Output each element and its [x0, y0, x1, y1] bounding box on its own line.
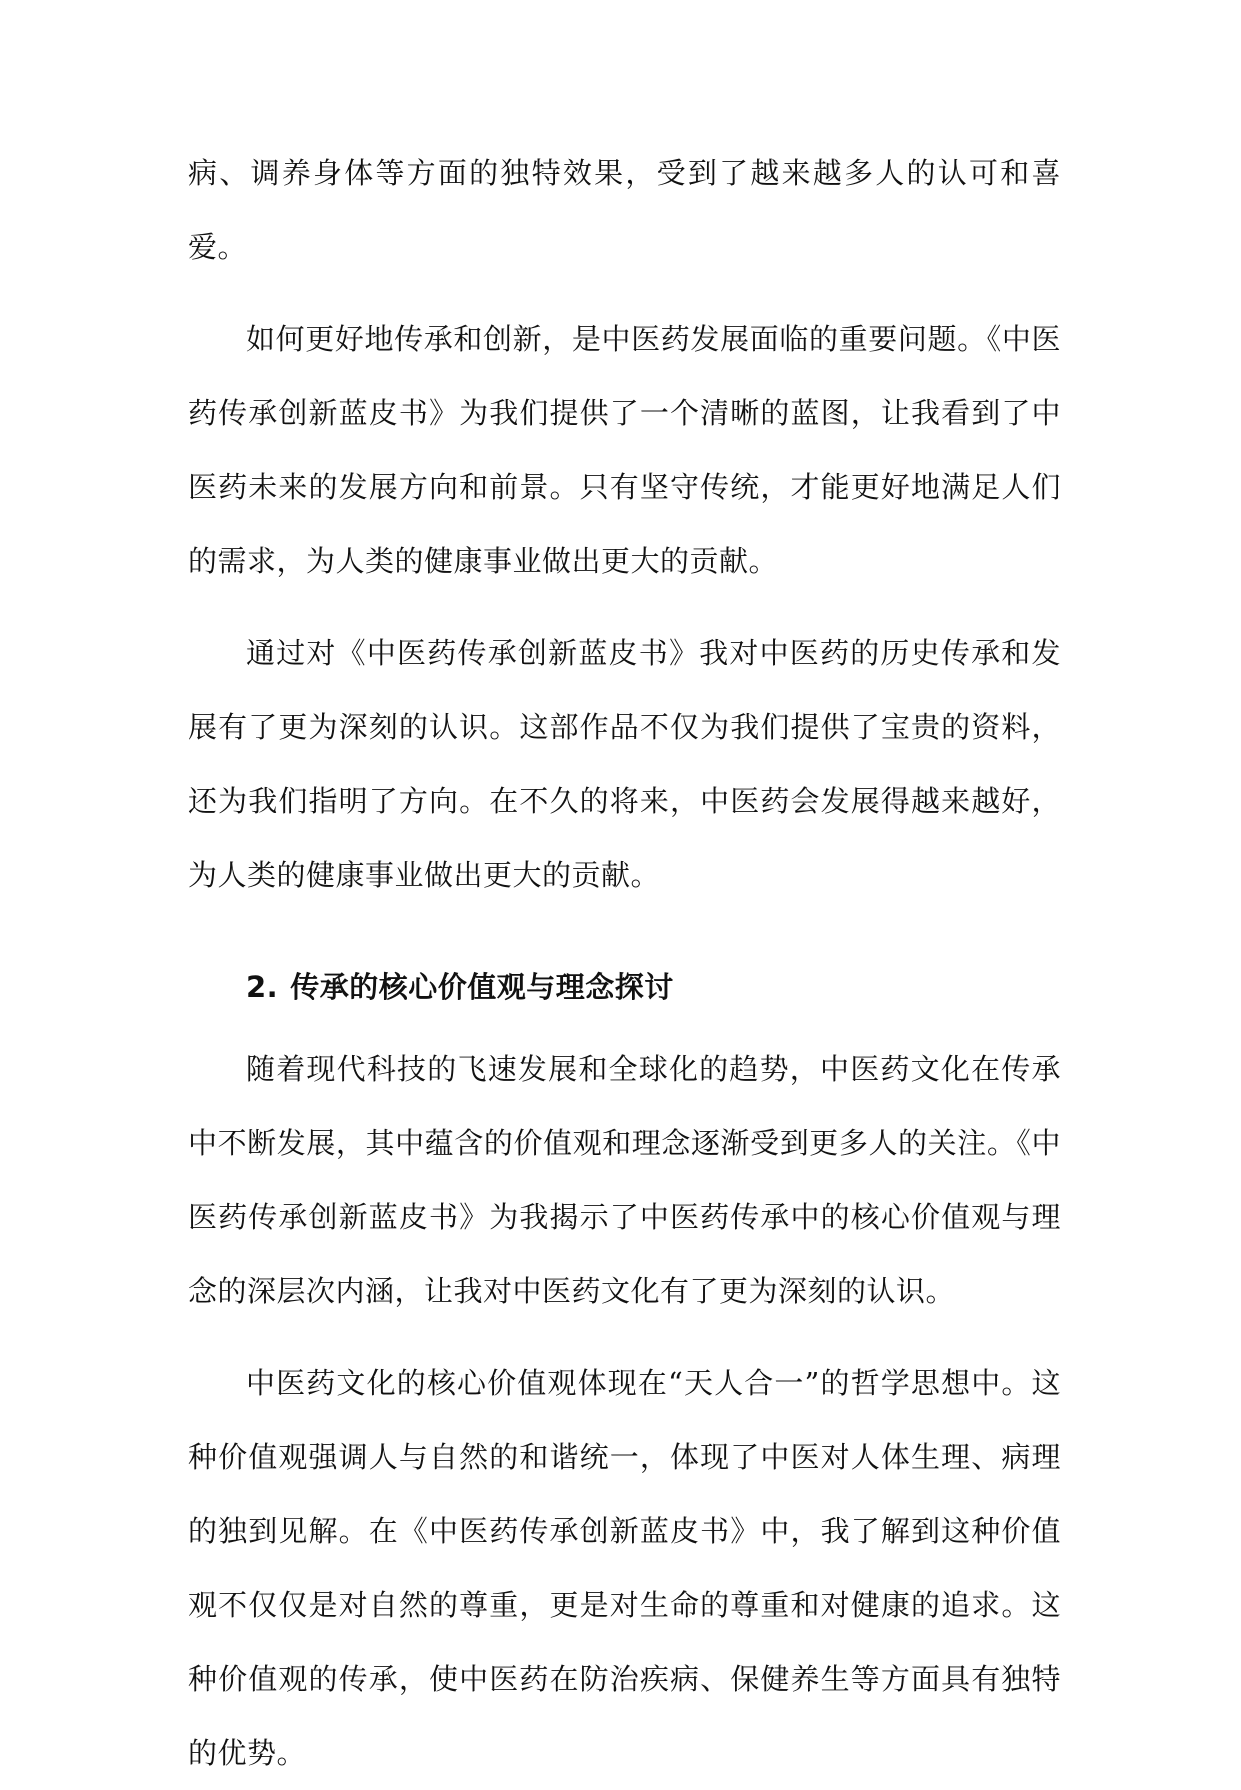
paragraph-modern-development: 随着现代科技的飞速发展和全球化的趋势，中医药文化在传承中不断发展，其中蕴含的价值观和理念逐渐受到更多人的关注。《中医药传承创新蓝皮书》为我揭示了中医药传承中的核心价值观与理念的深层次内涵，让我对中医药文化有了更为深刻的认识。 [188, 1052, 1061, 1308]
section-title: 传承的核心价值观与理念探讨 [290, 970, 674, 1004]
paragraph-continuation: 病、调养身体等方面的独特效果，受到了越来越多人的认可和喜爱。 [188, 156, 1061, 264]
paragraph-inheritance-innovation: 如何更好地传承和创新，是中医药发展面临的重要问题。《中医药传承创新蓝皮书》为我们提供了一个清晰的蓝图，让我看到了中医药未来的发展方向和前景。只有坚守传统，才能更好地满足人们的需求，为人类的健康事业做出更大的贡献。 [188, 322, 1061, 578]
paragraph-bluebook-summary: 通过对《中医药传承创新蓝皮书》我对中医药的历史传承和发展有了更为深刻的认识。这部作品不仅为我们提供了宝贵的资料，还为我们指明了方向。在不久的将来，中医药会发展得越来越好，为人类的健康事业做出更大的贡献。 [188, 636, 1061, 892]
section-heading [188, 950, 1061, 1024]
document-page [188, 136, 1061, 1790]
paragraph-core-values: 中医药文化的核心价值观体现在“天人合一”的哲学思想中。这种价值观强调人与自然的和谐统一，体现了中医对人体生理、病理的独到见解。在《中医药传承创新蓝皮书》中，我了解到这种价值观不仅仅是对自然的尊重，更是对生命的尊重和对健康的追求。这种价值观的传承，使中医药在防治疾病、保健养生等方面具有独特的优势。 [188, 1366, 1061, 1770]
section-number: 2. [246, 970, 279, 1004]
